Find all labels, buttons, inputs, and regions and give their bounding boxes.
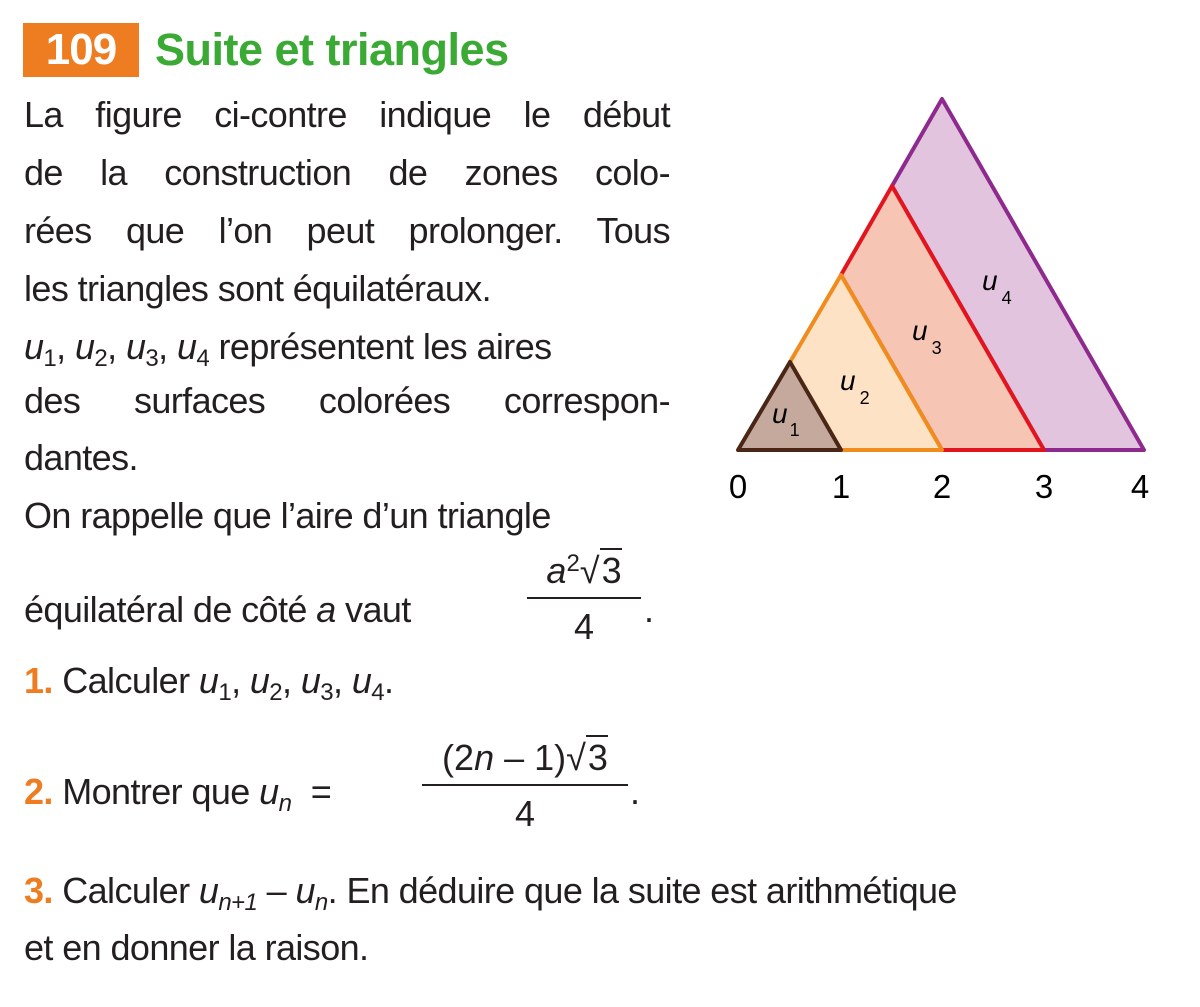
sqrt-radicand: 3 bbox=[601, 550, 622, 591]
text: Montrer que bbox=[62, 771, 250, 812]
var-u: u bbox=[198, 870, 219, 911]
minus-sign: – bbox=[266, 870, 287, 911]
question-number: 1. bbox=[24, 660, 53, 701]
intro-line-8: On rappelle que l’aire d’un triangle bbox=[24, 495, 551, 536]
intro-line-5-rest: représentent les aires bbox=[218, 326, 552, 367]
intro-line-6: des surfaces colorées correspon- bbox=[24, 380, 670, 421]
axis-label-1: 1 bbox=[831, 468, 851, 505]
subscript: 4 bbox=[371, 679, 385, 706]
text: – 1) bbox=[494, 737, 567, 778]
exercise-number-badge: 109 bbox=[23, 23, 139, 77]
subscript: 1 bbox=[43, 345, 57, 372]
subscript: 4 bbox=[196, 345, 210, 372]
var-u: u bbox=[176, 326, 197, 367]
text: . bbox=[384, 660, 394, 701]
formula-denominator: 4 bbox=[573, 606, 595, 647]
text: . En déduire que la suite est arithmétique bbox=[327, 870, 957, 911]
text: Calculer bbox=[62, 870, 190, 911]
subscript: n bbox=[278, 790, 292, 817]
intro-line-2: de la construction de zones colo- bbox=[24, 152, 670, 193]
text: vaut bbox=[345, 589, 411, 630]
intro-line-1: La figure ci-contre indique le début bbox=[24, 94, 670, 135]
exercise-title: Suite et triangles bbox=[155, 24, 509, 75]
var-u: u bbox=[259, 771, 279, 812]
intro-line-3: rées que l’on peut prolonger. Tous bbox=[24, 210, 670, 251]
equals-sign: = bbox=[310, 771, 332, 812]
question-3-line-2: et en donner la raison. bbox=[24, 927, 369, 968]
label-u2: $u_2$ bbox=[840, 365, 870, 408]
var-n: n bbox=[474, 737, 495, 778]
label-u4: $u_4$ bbox=[982, 265, 1012, 308]
intro-line-4: les triangles sont équilatéraux. bbox=[24, 268, 492, 309]
intro-line-7: dantes. bbox=[24, 437, 138, 478]
sqrt-radicand: 3 bbox=[587, 737, 608, 778]
var-u: u bbox=[198, 660, 219, 701]
var-u: u bbox=[24, 326, 44, 367]
question-number: 3. bbox=[24, 870, 53, 911]
subscript: 2 bbox=[94, 345, 108, 372]
var-u: u bbox=[300, 660, 321, 701]
axis-label-4: 4 bbox=[1130, 468, 1150, 505]
sqrt-sign: √ bbox=[579, 550, 600, 591]
var-u: u bbox=[74, 326, 95, 367]
question-number: 2. bbox=[24, 771, 53, 812]
formula-denominator: 4 bbox=[514, 793, 536, 834]
axis-label-3: 3 bbox=[1034, 468, 1054, 505]
subscript: n+1 bbox=[218, 889, 258, 916]
var-u: u bbox=[295, 870, 315, 911]
axis-label-2: 2 bbox=[932, 468, 952, 505]
var-u: u bbox=[351, 660, 372, 701]
text: (2 bbox=[442, 737, 475, 778]
text: équilatéral de côté bbox=[24, 589, 307, 630]
sqrt-sign: √ bbox=[566, 737, 586, 778]
formula-period: . bbox=[644, 589, 654, 630]
question-1: 1. Calculer $u_1$, $u_2$, $u_3$, $u_4$. bbox=[24, 660, 394, 706]
var-a: a bbox=[546, 550, 567, 591]
subscript: n bbox=[314, 889, 328, 916]
text: Calculer bbox=[62, 660, 190, 701]
subscript: 1 bbox=[218, 679, 232, 706]
var-u: u bbox=[249, 660, 270, 701]
subscript: 2 bbox=[269, 679, 283, 706]
subscript: 3 bbox=[320, 679, 334, 706]
var-a: a bbox=[316, 589, 336, 630]
axis-label-0: 0 bbox=[728, 468, 748, 505]
label-u3: $u_3$ bbox=[912, 315, 942, 358]
label-u1: $u_1$ bbox=[772, 398, 800, 440]
intro-line-5: $u_1$, $u_2$, $u_3$, $u_4$ représentent les aires bbox=[24, 326, 552, 372]
var-u: u bbox=[125, 326, 146, 367]
exponent: 2 bbox=[566, 550, 580, 577]
subscript: 3 bbox=[145, 345, 159, 372]
formula-period: . bbox=[630, 771, 640, 812]
